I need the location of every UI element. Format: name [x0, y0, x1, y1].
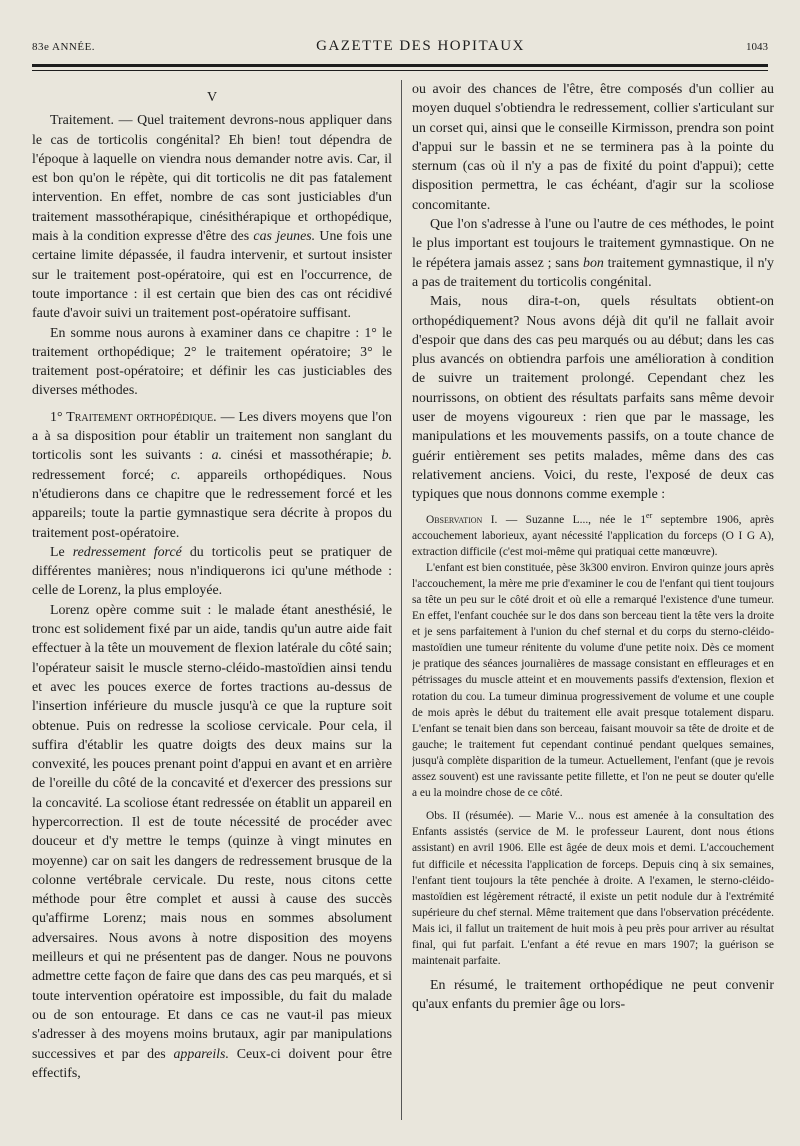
page-number: 1043	[745, 41, 768, 53]
paragraph-traitement-orthopedique: 1° Traitement orthopédique. — Les divers moyens que l'on a à sa disposition pour établir un traitement non sanglant du torticolis sont les suivants : a. cinési et massothérapie; b. redressement forcé; c. appareils orthopédiques. Nous n'étudierons dans ce chapitre que le redressement forcé et les appareils; toute la partie gymnastique sera décrite à propos du traitement post-opératoire.	[32, 409, 392, 541]
paragraph-resultats: Mais, nous dira-t-on, quels résultats obtient-on orthopédiquement? Nous avons déjà dit qu'il ne fallait avoir d'espoir que dans des cas peu marqués ou au début; dans les cas plus avancés on obtiendra parfois une amélioration à condition de suivre un traitement prolongé. Cependant chez les nourrissons, on obtient des résultats parfaits sans même devoir user de moyens vigoureux : rien que par le massage, les manipulations et les mouvements passifs, on a toute chance de guérir entièrement ses petits malades, même dans des cas relativement anciens. Voici, du reste, l'exposé de deux cas typiques que nous donnons comme exemple :	[412, 294, 774, 503]
observation-1-label: Observation I.	[426, 513, 498, 526]
page-header	[32, 38, 768, 62]
traitement-heading: Traitement.	[50, 113, 114, 129]
paragraph-redressement: Le redressement forcé du torticolis peut se pratiquer de différentes manières; nous n'indiquerons ici qu'une méthode : celle de Lorenz, la plus employée.	[32, 544, 392, 599]
observations-block	[412, 512, 774, 970]
right-column	[412, 80, 774, 1126]
journal-title: GAZETTE DES HOPITAUX	[316, 38, 525, 54]
paragraph-en-somme: En somme nous aurons à examiner dans ce chapitre : 1° le traitement orthopédique; 2° le traitement opératoire; 3° le traitement post-opératoire; et définir les cas justiciables des diverses méthodes.	[32, 325, 392, 399]
observation-1-details: L'enfant est bien constituée, pèse 3k300 environ. Environ quinze jours après l'accouchement, la mère me prie d'examiner le cou de l'enfant qui tient toujours sa tête un peu sur le côté droit et où elle a remarqué l'existence d'une tumeur. En effet, l'enfant couchée sur le dos dans son berceau tient la tête vers la droite et je sens parfaitement à l'union du chef sternal et du corps du sterno-cléido-mastoïdien une tumeur rénitente du volume d'une petite noix. Dès ce moment je pratique des séances journalières de massage consistant en effleurages et en pétrissages du muscle atteint et en mouvements passifs d'extension, flexion et rotation du cou. La tumeur diminua progressivement de volume et une couple de mois après le début du traitement elle avait presque totalement disparu. L'enfant se tenait bien dans son berceau, faisant mouvoir sa tête de droite et de gauche; le traitement fut cependant continué pendant quelques semaines, jusqu'à complète disparition de la tumeur. Actuellement, l'enfant (que je revois assez souvent) est une ravissante petite fillette, et l'on ne peut se douter qu'elle a eu la moindre chose de ce côté.	[412, 561, 774, 800]
observation-2: Obs. II (résumée). — Marie V... nous est amenée à la consultation des Enfants assistés (service de M. le professeur Laurent, dont nous étions assistant) en avril 1906. Elle est âgée de deux mois et demi. L'accouchement fut difficile et nécessita l'application de forceps. Depuis cinq à six semaines, l'enfant tient toujours la tête penchée à droite. A l'examen, le sterno-cléido-mastoïdien est légèrement rétracté, il existe un petit nodule dur à l'extrémité supérieure du chef sternal. Même traitement que dans l'observation précédente. Mais ici, il fallut un traitement de huit mois à peu près pour arriver au résultat final, qui fut parfait. L'enfant a été revue en mars 1907; la guérison se maintenait parfaite.	[412, 810, 774, 968]
column-divider	[401, 80, 402, 1120]
subsection-heading: 1° Traitement orthopédique.	[50, 409, 217, 425]
header-rule-thick	[32, 64, 768, 67]
paragraph-continuation: ou avoir des chances de l'être, être composés d'un collier au moyen duquel s'obtiendra le redressement, collier s'articulant sur un corset qui, ainsi que le conseille Kirmisson, prendra son point d'appui sur le bassin et ne se terminera pas à la pointe du sternum (cas où il n'y a pas de fixité du point d'appui); cette disposition permettra, le cas échéant, d'agir sur la scoliose concomitante.	[412, 82, 774, 213]
left-column	[32, 80, 392, 1126]
section-number: V	[206, 90, 218, 105]
header-rule-thin	[32, 70, 768, 71]
paragraph-lorenz: Lorenz opère comme suit : le malade étant anesthésié, le tronc est solidement fixé par un aide, tandis qu'un autre aide fait effectuer à la tête un mouvement de flexion latérale du côté sain; l'opérateur saisit le muscle sterno-cléido-mastoïdien ainsi tendu et avec les pouces exerce de fortes tractions au-dessus de l'insertion inférieure du muscle jusqu'à ce que la rupture soit obtenue. Puis on redresse la scoliose cervicale. Pour cela, il suffira d'établir les quatre doigts des deux mains sur la convexité, les pouces prenant point d'appui en avant et en arrière de l'oreille du côté de la concavité et d'exercer des pressions sur la concavité. La scoliose étant redressée on établit un appareil en hypercorrection. Il est de toute nécessité de procéder avec douceur et d'y mettre le temps (quinze à vingt minutes en moyenne) car on sait les dangers de redressement brusque de la colonne vertébrale cervicale. Du reste, nous citons cette méthode pour être complet et aussi à cause des succès qu'affirme Lorenz; mais nous en sommes absolument adversaires. Nous avons à notre disposition des moyens meilleurs et qui ne présentent pas de danger. Nous ne pouvons admettre cette façon de faire que dans des cas peu marqués, et si toute intervention opératoire est impossible, du fait du malade ou de son entourage. Et dans ce cas ne vaut-il pas mieux s'adresser à des moyens moins brutaux, agir par manipulations successives et par des appareils. Ceux-ci doivent pour être effectifs,	[32, 602, 392, 1081]
observation-1: Observation I. — Suzanne L..., née le 1er septembre 1906, après accouchement laborieux, ayant nécessité l'application du forceps (O I G A), extraction difficile (c'est moi-même qui pratiquai cette manœuvre).	[412, 510, 774, 558]
paragraph-en-resume: En résumé, le traitement orthopédique ne peut convenir qu'aux enfants du premier âge ou lors-	[412, 978, 774, 1013]
paragraph-traitement: Traitement. — Quel traitement devrons-nous appliquer dans le cas de torticolis congénital? Eh bien! tout dépendra de l'époque à laquelle on viendra nous demander notre avis. Car, il est bon qu'on le répète, qui dit torticolis ne dit pas fatalement intervention. En effet, nombre de cas sont justiciables d'un traitement massothérapique, cinésithérapique et orthopédique, mais à la condition expresse d'être des cas jeunes. Une fois une certaine limite dépassée, il faudra intervenir, et surtout insister sur le traitement post-opératoire, qui est en l'occurrence, de toute importance : il est certain que bien des cas ont récidivé faute d'avoir suivi un traitement post-opératoire suffisant.	[32, 113, 392, 322]
volume-year: 83e ANNÉE.	[32, 41, 96, 53]
paragraph-methodes: Que l'on s'adresse à l'une ou l'autre de ces méthodes, le point le plus important est toujours le traitement gymnastique. On ne le répétera jamais assez ; sans bon traitement gymnastique, il n'y a pas de traitement du torticolis congénital.	[412, 217, 774, 290]
